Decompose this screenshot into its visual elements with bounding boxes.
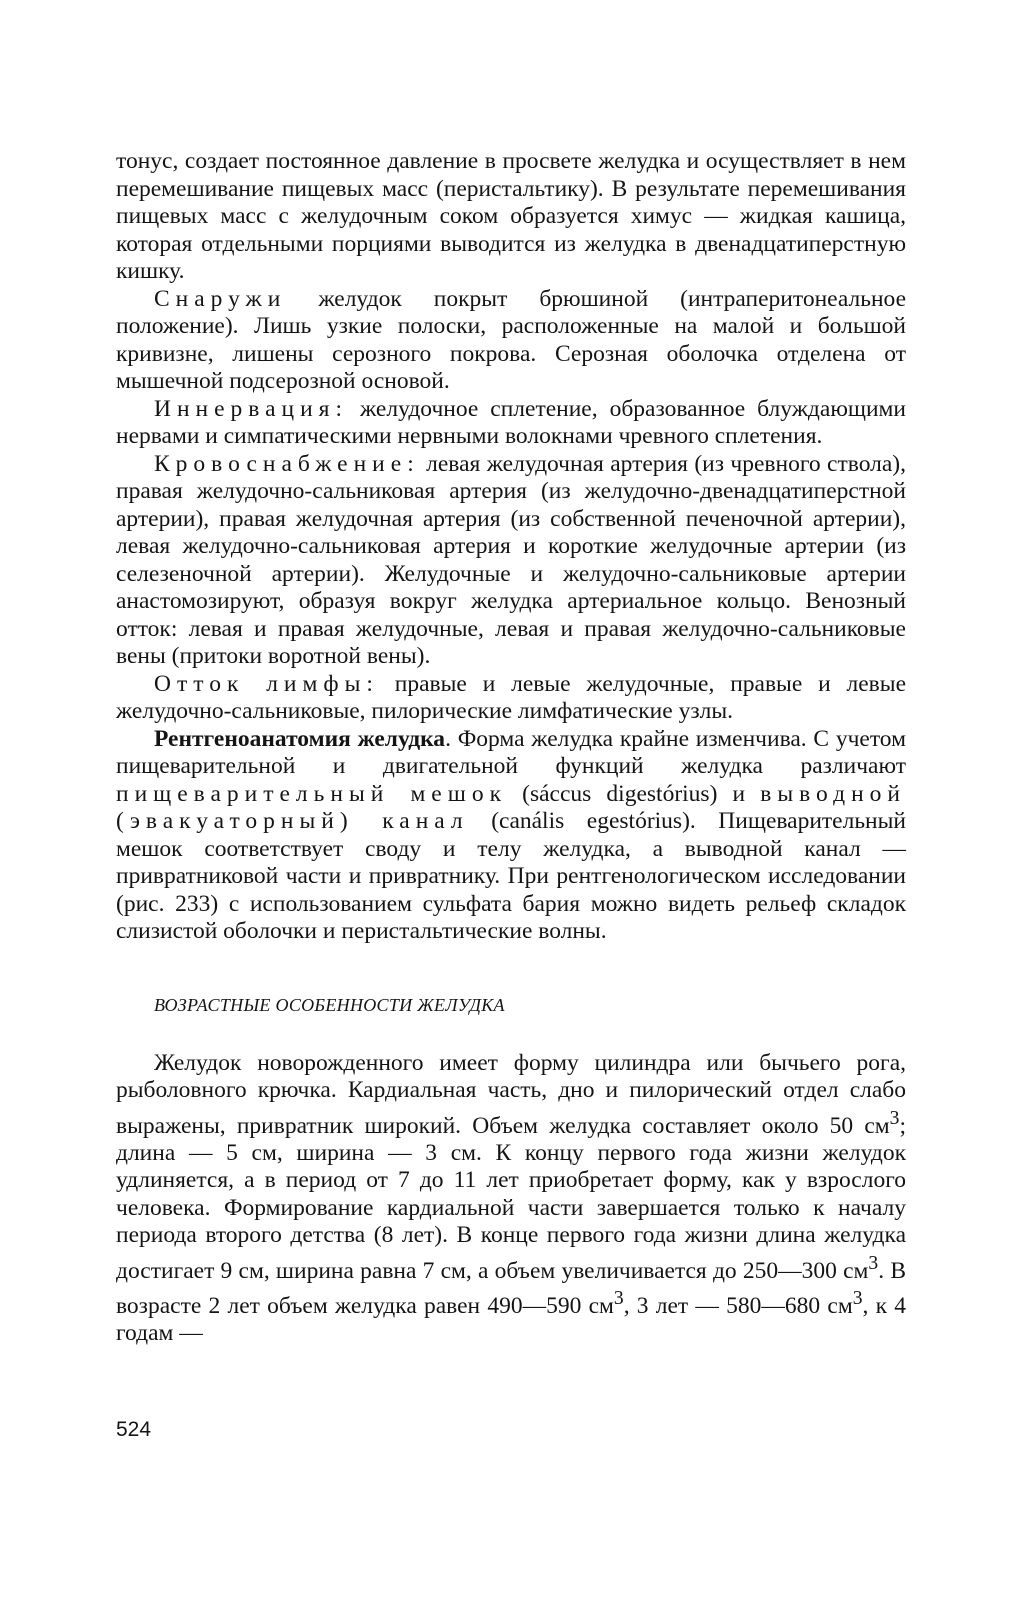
paragraph-text: , к 4 годам — xyxy=(116,1292,907,1347)
paragraph-lymph xyxy=(116,671,906,726)
spaced-term: выводной (эвакуаторный) канал xyxy=(116,780,906,834)
paragraph-xray xyxy=(116,726,906,946)
paragraph-continuation xyxy=(116,148,906,286)
section-text xyxy=(116,1050,906,1348)
paragraph-text: правые и левые желудочные, правые и левые желудочно-сальниковые, пилорические лимфатические узлы. xyxy=(116,670,907,724)
spaced-term: Кровоснабжение: xyxy=(154,450,420,477)
main-text xyxy=(116,148,906,946)
paragraph-text: (sáccus digestórius) и xyxy=(507,780,761,807)
superscript: 3 xyxy=(852,1288,863,1310)
superscript: 3 xyxy=(889,1107,900,1129)
bold-term: Рентгеноанатомия желудка xyxy=(154,725,446,752)
paragraph-text: желудочное сплетение, образованное блуждающими нервами и симпатическими нервными волокнами чревного сплетения. xyxy=(116,395,906,449)
paragraph-innervation xyxy=(116,396,906,451)
paragraph-text: Желудок новорожденного имеет форму цилиндра или бычьего рога, рыболовного крючка. Кардиальная часть, дно и пилорический отдел слабо выражены, привратник широкий. Объем желудка составляет около 50 см xyxy=(116,1049,906,1139)
paragraph-text: левая желудочная артерия (из чревного ствола), правая желудочно-сальниковая артерия (из желудочно-двенадцатиперстной артерии), правая желудочная артерия (из собственной печеночной артерии), левая желудочно-сальниковая артерия и короткие желудочные артерии (из селезеночной артерии). Желудочные и желудочно-сальниковые артерии анастомозируют, образуя вокруг желудка артериальное кольцо. Венозный отток: левая и правая желудочные, левая и правая желудочно-сальниковые вены (притоки воротной вены). xyxy=(116,450,906,669)
paragraph-text: желудок покрыт брюшиной (интраперитонеальное положение). Лишь узкие полоски, расположенные на малой и большой кривизне, лишены серозного покрова. Серозная оболочка отделена от мышечной подсерозной основой. xyxy=(116,285,906,394)
spaced-term: Снаружи xyxy=(154,285,287,312)
section-heading: ВОЗРАСТНЫЕ ОСОБЕННОСТИ ЖЕЛУДКА xyxy=(154,994,505,1015)
paragraph-text: (canális egestórius). Пищеварительный мешок соответствует своду и телу желудка, а выводной канал — привратниковой части и привратнику. При рентгенологическом исследовании (рис. 233) с использованием сульфата бария можно видеть рельеф складок слизистой оболочки и перистальтические волны. xyxy=(116,808,906,944)
superscript: 3 xyxy=(868,1252,879,1274)
paragraph-text: . Форма желудка крайне изменчива. С учетом пищеварительной и двигательной функций желудка различают xyxy=(116,725,906,779)
paragraph-text: , 3 лет — 580—680 см xyxy=(623,1292,853,1319)
spaced-term: пищеварительный мешок xyxy=(116,780,508,807)
paragraph-age xyxy=(116,1050,906,1348)
superscript: 3 xyxy=(613,1288,624,1310)
paragraph-blood-supply xyxy=(116,451,906,671)
page-body xyxy=(116,148,906,1348)
paragraph-text: тонус, создает постоянное давление в просвете желудка и осуществляет в нем перемешивание пищевых масс (перистальтику). В результате перемешивания пищевых масс с желудочным соком образуется химус — жидкая кашица, которая отдельными порциями выводится из желудка в двенадцатиперстную кишку. xyxy=(116,148,906,284)
page-number: 524 xyxy=(116,1418,152,1441)
spaced-term: Иннервация: xyxy=(154,395,349,422)
paragraph-text: ; длина — 5 см, ширина — 3 см. К концу первого года жизни желудок удлиняется, а в период от 7 до 11 лет приобретает форму, как у взрослого человека. Формирование кардиальной части завершается только к началу периода второго детства (8 лет). В конце первого года жизни длина желудка достигает 9 см, ширина равна 7 см, а объем увеличивается до 250—300 см xyxy=(116,1112,906,1284)
paragraph-serosa xyxy=(116,286,906,396)
paragraph-text: . В возрасте 2 лет объем желудка равен 490—590 см xyxy=(116,1257,906,1319)
spaced-term: Отток лимфы: xyxy=(154,670,379,697)
